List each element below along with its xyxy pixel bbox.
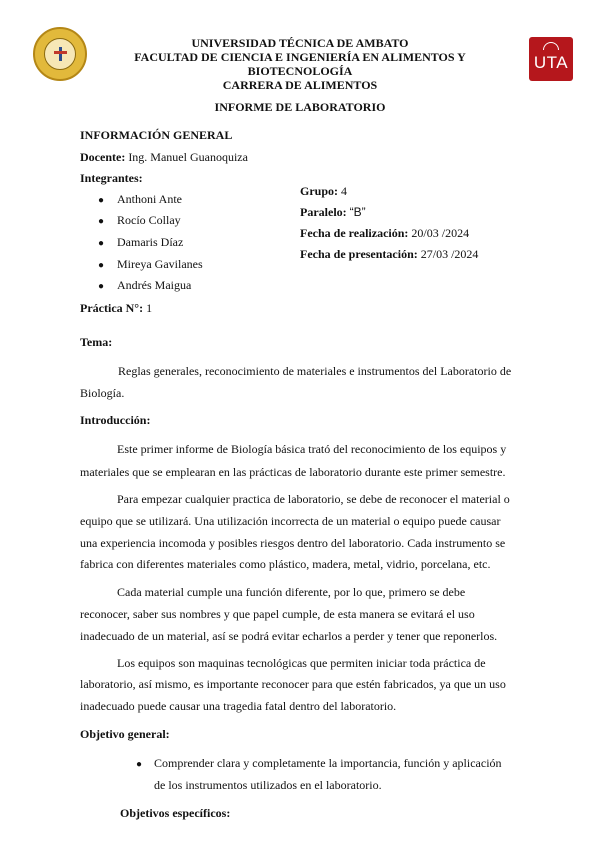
intro-p3-line: reconocer, saber sus nombres y que papel cumple, de esta manera se evitará el uso [80,607,475,621]
teacher-label: Docente: [80,150,126,164]
members-label: Integrantes: [80,171,143,185]
faculty-line-1: FACULTAD DE CIENCIA E INGENIERÍA EN ALIMENTOS Y [134,50,466,64]
topic-text-line: Biología. [80,386,125,400]
member-name: Rocío Collay [117,213,181,227]
practice-label: Práctica N°: [80,301,144,315]
date-present-value: 27/03 /2024 [420,247,479,261]
general-objective-heading: Objetivo general: [80,727,170,741]
bullet-icon: ● [98,260,105,271]
career-name: CARRERA DE ALIMENTOS [222,78,378,92]
general-objective-line: de los instrumentos utilizados en el laboratorio. [154,778,382,792]
date-present-row [300,247,478,261]
date-present-label: Fecha de presentación: [300,247,418,261]
intro-p4-line: laboratorio, así mismo, es importante reconocer para que estén fabricados, ya que un uso [80,677,506,691]
member-name: Anthoni Ante [117,192,182,206]
parallel-row [300,205,366,219]
bullet-icon: ● [98,281,105,292]
intro-p2-line: Para empezar cualquier practica de laboratorio, se debe de reconocer el material o [117,492,510,506]
bullet-icon: ● [98,238,105,249]
intro-p2-line: fabrica con diferentes materiales como plástico, madera, metal, vidrio, porcelana, etc. [80,557,491,571]
specific-objectives-heading: Objetivos específicos: [120,806,231,820]
objective-bullet [136,756,142,772]
intro-p2-line: equipo que se utilizará. Una utilización incorrecta de un material o equipo puede causar [80,514,501,528]
group-label: Grupo: [300,184,339,198]
topic-heading: Tema: [80,335,113,349]
member-item [98,257,104,273]
intro-p3-line: Cada material cumple una función diferente, por lo que, primero se debe [117,585,466,599]
member-name: Mireya Gavilanes [117,257,203,271]
teacher-row [80,150,248,164]
university-seal-logo [33,27,87,81]
parallel-value: “B” [349,205,366,219]
member-item [98,235,104,251]
topic-text-line: Reglas generales, reconocimiento de materiales e instrumentos del Laboratorio de [118,364,512,378]
university-name: UNIVERSIDAD TÉCNICA DE AMBATO [191,36,409,50]
intro-p2-line: una experiencia incomoda y posibles riesgos dentro del laboratorio. Cada instrumento se [80,536,506,550]
faculty-line-2: BIOTECNOLOGÍA [247,64,353,78]
member-name: Andrés Maigua [117,278,192,292]
intro-p3-line: inadecuado de un material, así se podrá evitar echarlos a perder y tener que reponerlos. [80,629,498,643]
report-title: INFORME DE LABORATORIO [214,100,386,114]
bullet-icon: ● [136,759,143,770]
date-done-value: 20/03 /2024 [411,226,470,240]
practice-row [80,301,152,315]
uta-logo [529,37,573,81]
bullet-icon: ● [98,195,105,206]
member-item [98,278,104,294]
date-done-row [300,226,469,240]
group-value: 4 [341,184,348,198]
uta-logo-text: UTA [533,53,569,72]
intro-p1-line: materiales que se emplearan en las prácticas de laboratorio durante este primer semestre. [80,465,506,479]
bullet-icon: ● [98,216,105,227]
intro-p4-line: inadecuado puede causar una tragedia fatal dentro del laboratorio. [80,699,397,713]
introduction-heading: Introducción: [80,413,151,427]
general-objective-line: Comprender clara y completamente la importancia, función y aplicación [154,756,502,770]
member-item [98,213,104,229]
practice-value: 1 [146,301,153,315]
member-name: Damaris Díaz [117,235,184,249]
intro-p4-line: Los equipos son maquinas tecnológicas que permiten iniciar toda práctica de [117,656,486,670]
general-info-heading: INFORMACIÓN GENERAL [80,128,233,142]
teacher-value: Ing. Manuel Guanoquiza [128,150,248,164]
parallel-label: Paralelo: [300,205,347,219]
member-item [98,192,104,208]
seal-emblem-icon [44,38,76,70]
date-done-label: Fecha de realización: [300,226,409,240]
group-row [300,184,347,198]
intro-p1-line: Este primer informe de Biología básica trató del reconocimiento de los equipos y [117,442,507,456]
